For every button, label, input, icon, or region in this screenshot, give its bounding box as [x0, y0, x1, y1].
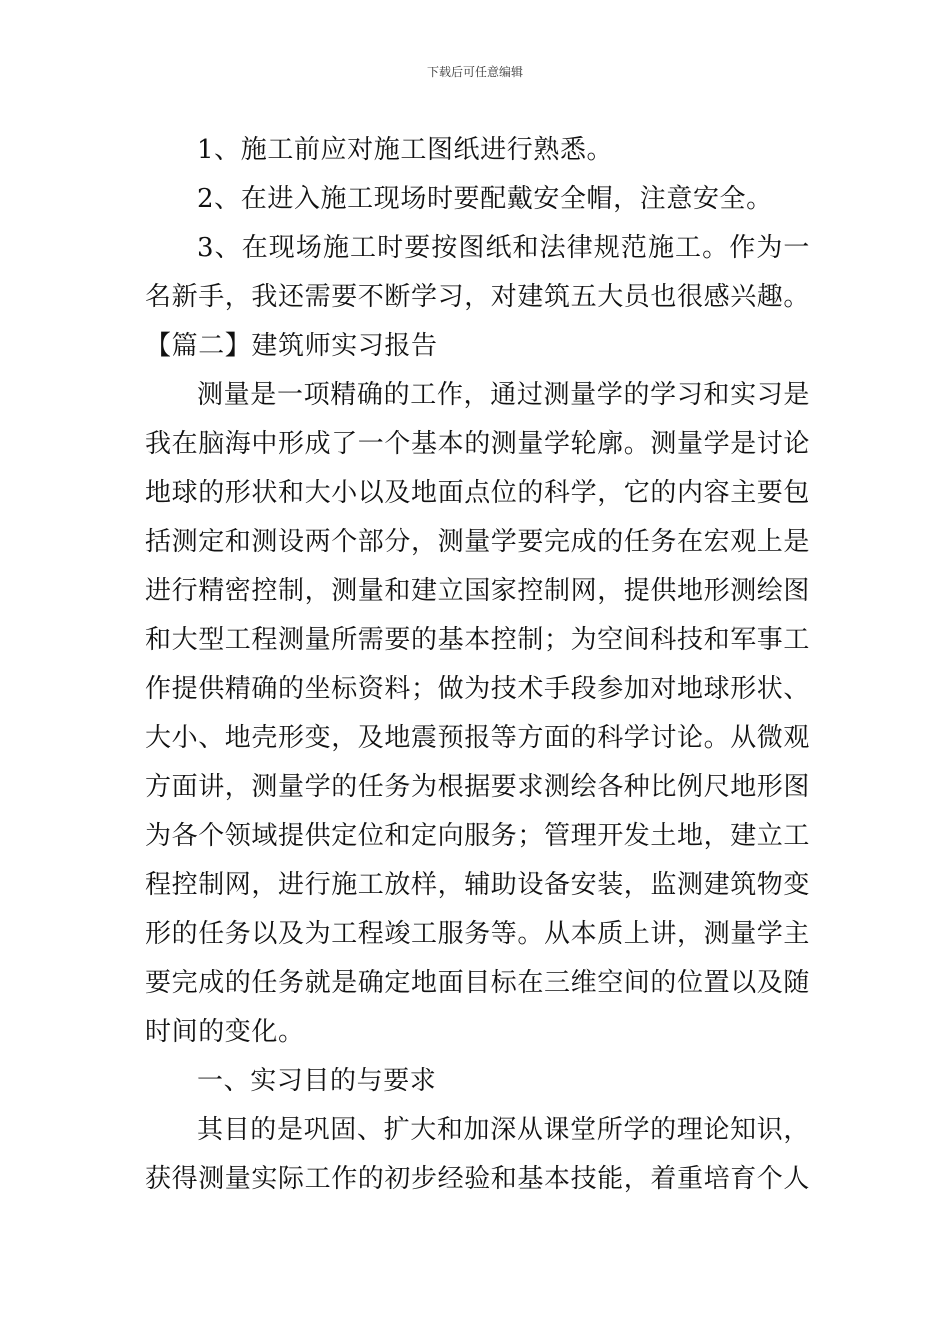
paragraph-item-2: 2、在进入施工现场时要配戴安全帽，注意安全。	[197, 184, 773, 214]
paragraph-survey-intro: 测量是一项精确的工作，通过测量学的学习和实习是我在脑海中形成了一个基本的测量学轮廓。测量学是讨论地球的形状和大小以及地面点位的科学，它的内容主要包括测定和测设两个部分，测量学要完成的任务在宏观上是进行精密控制，测量和建立国家控制网，提供地形测绘图和大型工程测量所需要的基本控制；为空间科技和军事工作提供精确的坐标资料；做为技术手段参加对地球形状、大小、地壳形变，及地震预报等方面的科学讨论。从微观方面讲，测量学的任务为根据要求测绘各种比例尺地形图为各个领域提供定位和定向服务；管理开发土地，建立工程控制网，进行施工放样，辅助设备安装，监测建筑物变形的任务以及为工程竣工服务等。从本质上讲，测量学主要完成的任务就是确定地面目标在三维空间的位置以及随时间的变化。	[145, 380, 811, 1047]
subheading-purpose: 一、实习目的与要求	[197, 1066, 437, 1096]
paragraph-item-1: 1、施工前应对施工图纸进行熟悉。	[197, 135, 614, 165]
page-header-note: 下载后可任意编辑	[426, 65, 523, 79]
paragraph-item-3: 3、在现场施工时要按图纸和法律规范施工。作为一名新手，我还需要不断学习，对建筑五大员也很感兴趣。	[145, 233, 811, 312]
paragraph-purpose: 其目的是巩固、扩大和加深从课堂所学的理论知识，获得测量实际工作的初步经验和基本技能，着重培育个人	[145, 1115, 811, 1194]
document-body	[145, 126, 810, 1204]
section-heading: 【篇二】建筑师实习报告	[145, 331, 438, 361]
